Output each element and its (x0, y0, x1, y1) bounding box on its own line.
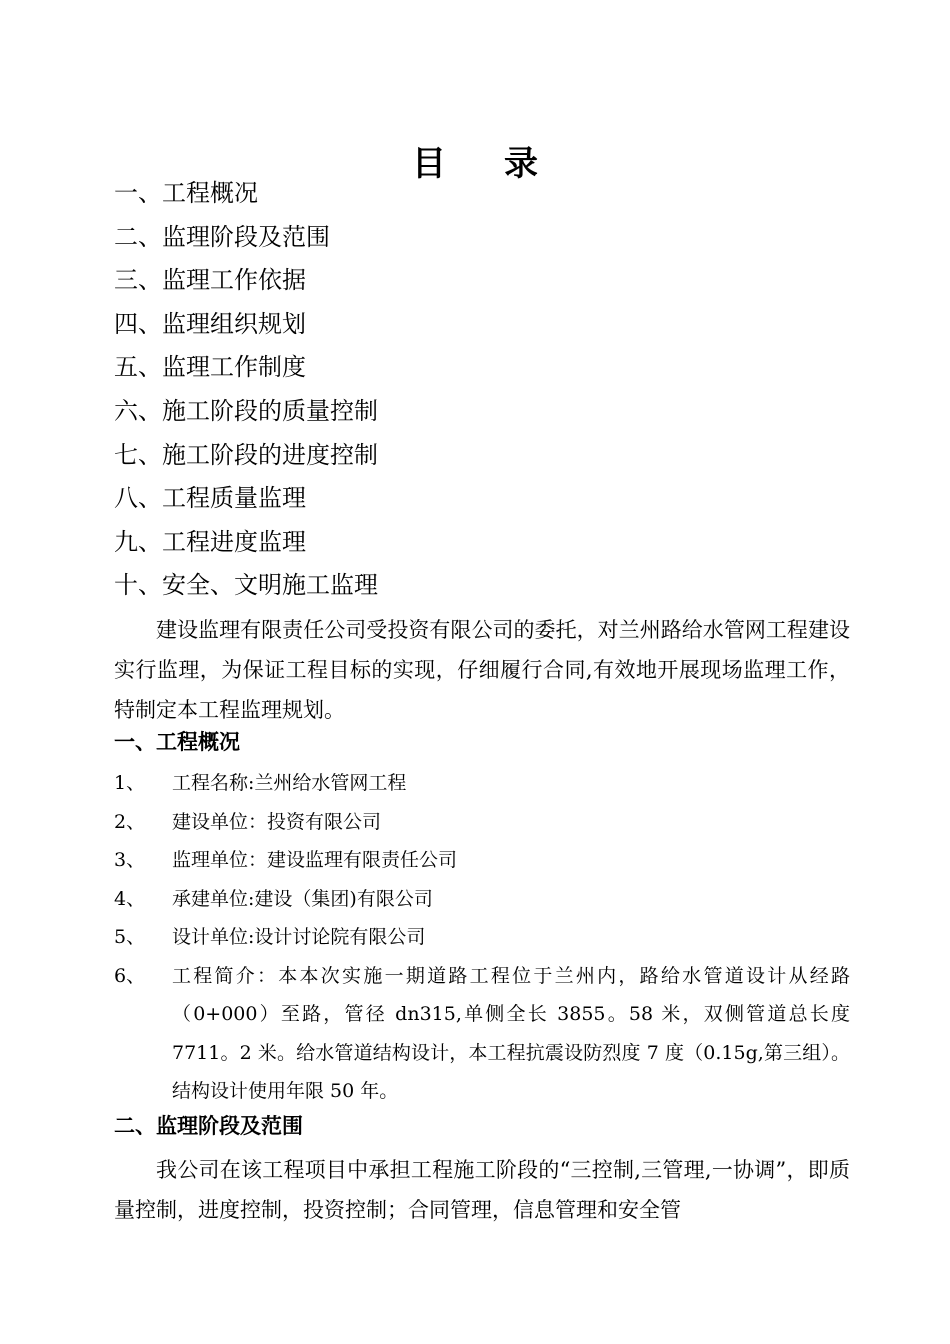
item-text: 设计单位:设计讨论院有限公司 (172, 926, 426, 948)
title-char-1: 目 (412, 144, 446, 184)
list-item (114, 764, 850, 803)
item-text: 工程名称:兰州给水管网工程 (172, 772, 407, 794)
item-number: 4、 (114, 887, 146, 910)
item-text: 监理单位：建设监理有限责任公司 (172, 849, 458, 871)
toc-item: 六、施工阶段的质量控制 (114, 396, 378, 425)
toc-item: 十、安全、文明施工监理 (114, 571, 378, 600)
item-number: 3、 (114, 849, 146, 871)
list-item (114, 841, 850, 880)
toc-item: 三、监理工作依据 (114, 266, 306, 295)
list-item (114, 918, 850, 957)
toc-item: 七、施工阶段的进度控制 (114, 440, 378, 469)
item-text: 建设单位：投资有限公司 (172, 810, 382, 833)
project-info-list (114, 764, 850, 1111)
table-of-contents (114, 172, 378, 608)
item-text: 承建单位:建设（集团)有限公司 (172, 887, 433, 910)
toc-item: 四、监理组织规划 (114, 309, 306, 338)
item-number: 2、 (114, 810, 146, 833)
list-item (114, 803, 850, 842)
list-item (114, 880, 850, 919)
title-char-2: 录 (504, 144, 538, 184)
section-2-paragraph: 我公司在该工程项目中承担工程施工阶段的“三控制,三管理,一协调”，即质量控制，进度控制，投资控制；合同管理，信息管理和安全管 (114, 1158, 850, 1222)
item-number: 5、 (114, 926, 146, 948)
section-1-heading: 一、工程概况 (114, 729, 240, 754)
toc-item: 一、工程概况 (114, 179, 258, 207)
toc-item: 二、监理阶段及范围 (114, 222, 330, 251)
section-2-heading: 二、监理阶段及范围 (114, 1113, 303, 1138)
toc-item: 八、工程质量监理 (114, 484, 306, 513)
item-number: 6、 (114, 964, 146, 987)
list-item (114, 957, 850, 1111)
intro-paragraph: 建设监理有限责任公司受投资有限公司的委托，对兰州路给水管网工程建设实行监理，为保证工程目标的实现，仔细履行合同,有效地开展现场监理工作，特制定本工程监理规划。 (114, 618, 850, 722)
item-text: 工程简介：本本次实施一期道路工程位于兰州内，路给水管道设计从经路（0+000）至路，管径 dn315,单侧全长 3855。58 米，双侧管道总长度 7711。2 米。给水管道结构设计，本工程抗震设防烈度 7 度（0.15g,第三组）。结构设计使用年限 50 年。 (172, 964, 850, 1102)
item-number: 1、 (114, 772, 146, 794)
toc-item: 九、工程进度监理 (114, 527, 306, 556)
toc-item: 五、监理工作制度 (114, 353, 306, 382)
